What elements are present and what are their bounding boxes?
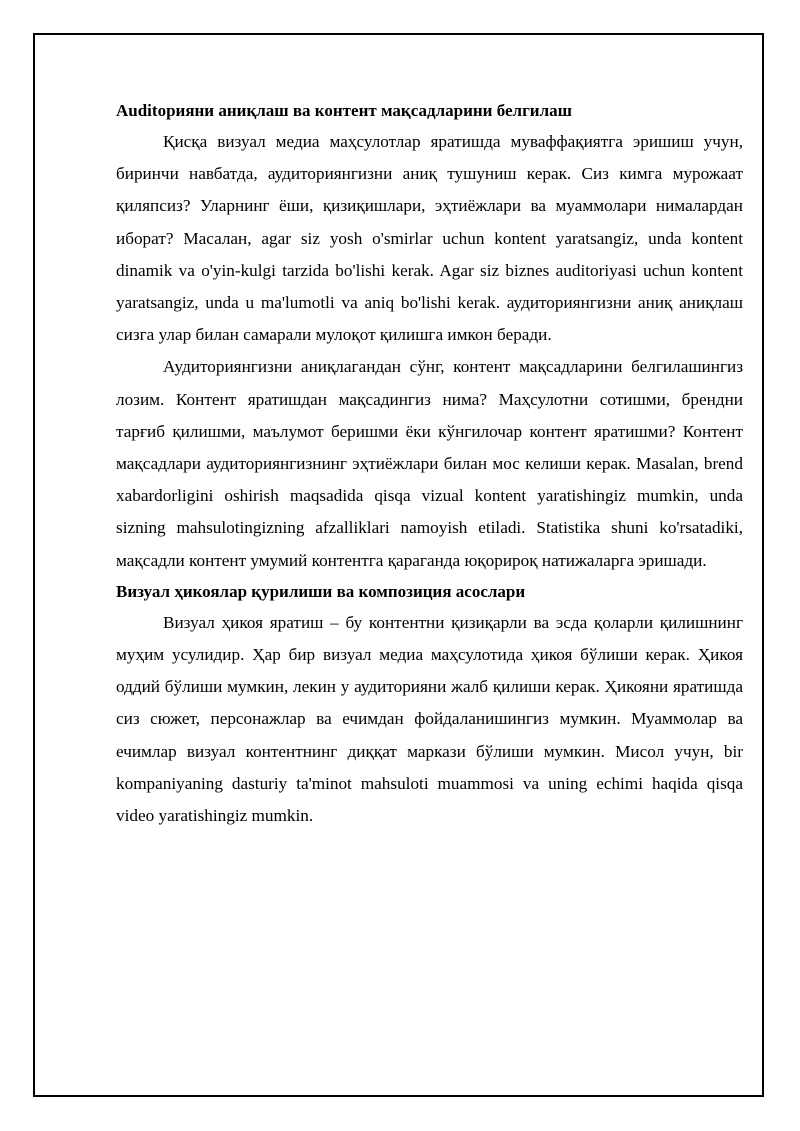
section-heading-audience: Auditорияни аниқлаш ва контент мақсадларини белгилаш [116, 101, 572, 120]
document-body [116, 96, 743, 832]
paragraph-visual-stories: Визуал ҳикоя яратиш – бу контентни қизиқарли ва эсда қоларли қилишнинг муҳим усулидир. Ҳар бир визуал медиа маҳсулотида ҳикоя бўлиши керак. Ҳикоя оддий бўлиши мумкин, лекин у аудиторияни жалб қилиши керак. Ҳикояни яратишда сиз сюжет, персонажлар ва ечимдан фойдаланишингиз мумкин. Муаммолар ва ечимлар визуал контентнинг диққат маркази бўлиши мумкин. Мисол учун, bir kompaniyaning dasturiy ta'minot mahsuloti muammosi va uning echimi haqida qisqa video yaratishingiz mumkin. [116, 612, 743, 826]
section-heading-visual-stories: Визуал ҳикоялар қурилиши ва композиция асослари [116, 581, 526, 601]
paragraph-audience: Қисқа визуал медиа маҳсулотлар яратишда муваффақиятга эришиш учун, биринчи навбатда, аудиториянгизни аниқ тушуниш керак. Сиз кимга мурожаат қиляпсиз? Уларнинг ёши, қизиқишлари, эҳтиёжлари ва муаммолари нималардан иборат? Масалан, agar siz yosh o'smirlar uchun kontent yaratsangiz, unda kontent dinamik va o'yin-kulgi tarzida bo'lishi kerak. Agar siz biznes auditoriyasi uchun kontent yaratsangiz, unda u ma'lumotli va aniq bo'lishi kerak. аудиториянгизни аниқ аниқлаш сизга улар билан самарали мулоқот қилишга имкон беради. [116, 132, 743, 345]
paragraph-content-goals: Аудиториянгизни аниқлагандан сўнг, контент мақсадларини белгилашингиз лозим. Контент яратишдан мақсадингиз нима? Маҳсулотни сотишми, брендни тарғиб қилишми, маълумот беришми ёки кўнгилочар контент яратишми? Контент мақсадлари аудиториянгизнинг эҳтиёжлари билан мос келиши керак. Masalan, brend xabardorligini oshirish maqsadida qisqa vizual kontent yaratishingiz mumkin, unda sizning mahsulotingizning afzalliklari namoyish etiladi. Statistika shuni ko'rsatadiki, мақсадли контент умумий контентга қараганда юқорироқ натижаларга эришади. [116, 357, 743, 570]
